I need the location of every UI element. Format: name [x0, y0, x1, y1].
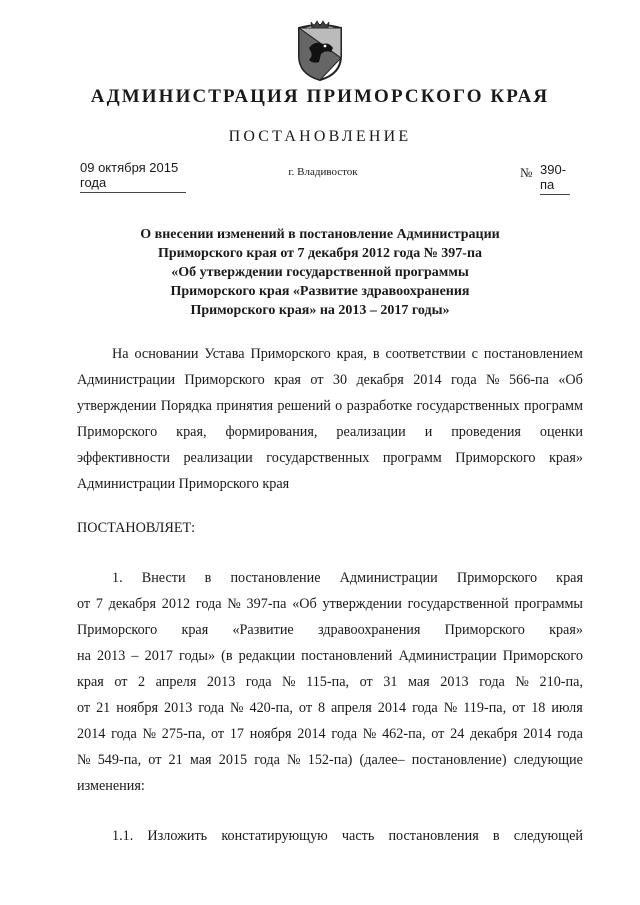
text-line: утверждении Порядка принятия решений о разработке государственных программ: [77, 398, 583, 414]
title-line: О внесении изменений в постановление Администрации: [140, 227, 500, 242]
text-line: Администрации Приморского края от 30 декабря 2014 года № 566-па «Об: [77, 372, 583, 388]
coat-of-arms-icon: [291, 18, 349, 82]
document-city: г. Владивосток: [288, 166, 358, 178]
document-type: ПОСТАНОВЛЕНИЕ: [228, 128, 412, 145]
document-date: 09 октября 2015 года: [80, 160, 186, 193]
number-sign: №: [520, 165, 533, 180]
document-title: [90, 225, 550, 320]
title-line: Приморского края» на 2013 – 2017 годы»: [190, 303, 450, 318]
text-line: 1.1. Изложить констатирующую часть постановления в следующей: [112, 828, 583, 844]
text-line: эффективности реализации государственных программ Приморского края»: [77, 450, 583, 466]
title-line: Приморского края «Развитие здравоохранения: [170, 284, 470, 299]
text-line: на 2013 – 2017 годы» (в редакции постановлений Администрации Приморского: [77, 648, 583, 664]
clause-1: [77, 565, 583, 799]
text-line: края от 2 апреля 2013 года № 115-па, от 31 мая 2013 года № 210-па,: [77, 674, 583, 690]
text-line: Приморского края, формирования, реализации и проведения оценки: [77, 424, 583, 440]
clause-1-1: [77, 823, 583, 849]
title-line: Приморского края от 7 декабря 2012 года № 397-па: [157, 246, 483, 261]
text-line: 1. Внести в постановление Администрации Приморского края: [112, 570, 583, 586]
text-line: 2014 года № 275-па, от 17 ноября 2014 года № 462-па, от 24 декабря 2014 года: [77, 726, 583, 742]
text-line: № 549-па, от 21 мая 2015 года № 152-па) (далее– постановление) следующие: [77, 752, 583, 768]
preamble-paragraph: [77, 341, 583, 497]
resolve-heading: ПОСТАНОВЛЯЕТ:: [77, 520, 196, 536]
text-line: изменения:: [77, 778, 145, 794]
text-line: от 7 декабря 2012 года № 397-па «Об утверждении государственной программы: [77, 596, 583, 612]
text-line: Приморского края «Развитие здравоохранения Приморского края»: [77, 622, 583, 638]
text-line: На основании Устава Приморского края, в соответствии с постановлением: [112, 346, 583, 362]
document-number: 390-па: [540, 162, 570, 195]
text-line: от 21 ноября 2013 года № 420-па, от 8 апреля 2014 года № 119-па, от 18 июля: [77, 700, 583, 716]
title-line: «Об утверждении государственной программы: [171, 265, 469, 280]
organization-title: АДМИНИСТРАЦИЯ ПРИМОРСКОГО КРАЯ: [90, 86, 550, 107]
text-line: Администрации Приморского края: [77, 476, 290, 492]
